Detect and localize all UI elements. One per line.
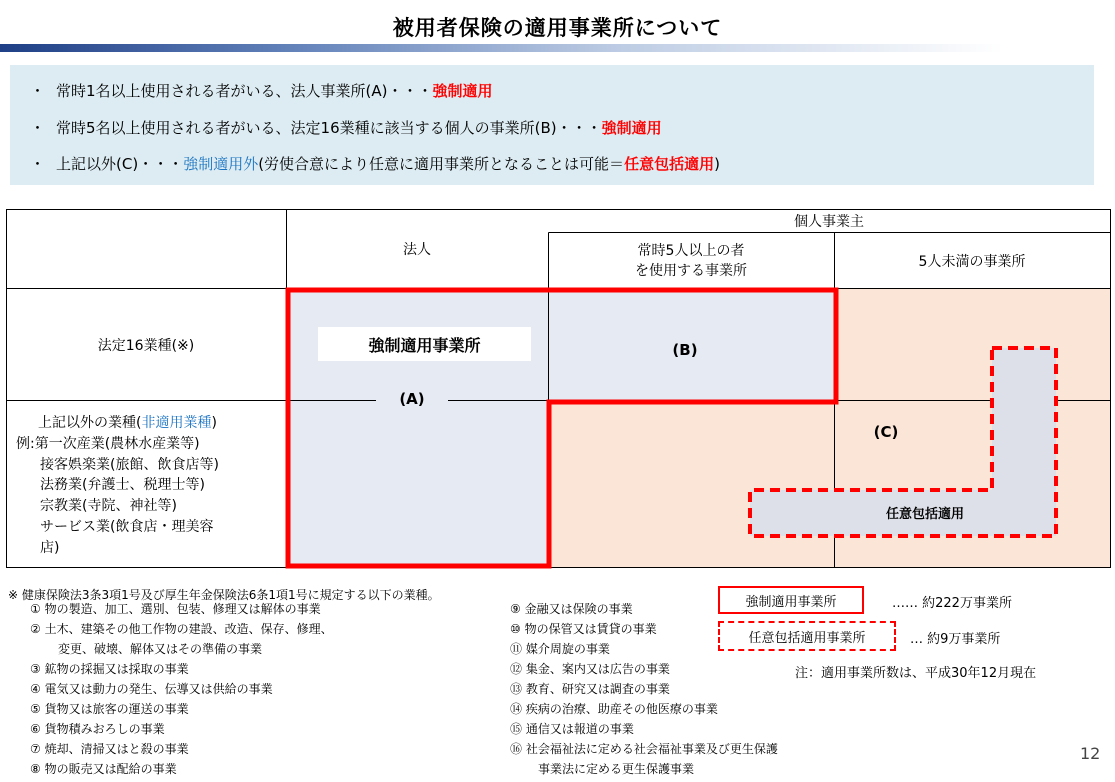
footnote-right-12: ⑫ 集金、案内又は広告の事業 — [510, 662, 670, 676]
header-hojin: 法人 — [403, 242, 431, 258]
page-number: 12 — [1080, 744, 1101, 763]
footnote-left-6: ⑥ 貨物積みおろしの事業 — [30, 722, 165, 736]
summary-item-a: ・ 常時1名以上使用される者がいる、法人事業所(A)・・・強制適用 — [30, 82, 493, 100]
header-5plus: 常時5人以上の者 を使用する事業所 — [635, 242, 747, 279]
footnote-right-10: ⑩ 物の保管又は賃貸の事業 — [510, 622, 657, 636]
footnote-right-9: ⑨ 金融又は保険の事業 — [510, 602, 633, 616]
label-a: (A) — [376, 383, 448, 415]
row-label-16: 法定16業種(※) — [97, 337, 195, 354]
footnote-right-15: ⑮ 通信又は報道の事業 — [510, 722, 634, 736]
footnote-left-7: ⑦ 焼却、清掃又はと殺の事業 — [30, 742, 189, 756]
footnote-right-13: ⑬ 教育、研究又は調査の事業 — [510, 682, 670, 696]
summary-item-c: ・ 上記以外(C)・・・強制適用外(労使合意により任意に適用事業所となることは可能＝任意包括適用) — [30, 155, 720, 173]
label-kyosei-box: 強制適用事業所 — [318, 327, 531, 361]
footnote-head: ※ 健康保険法3条3項1号及び厚生年金保険法6条1項1号に規定する以下の業種。 — [8, 588, 440, 602]
page-title: 被用者保険の適用事業所について — [392, 16, 723, 40]
footnote-left-2b: 変更、破壊、解体又はその準備の事業 — [58, 642, 263, 656]
label-b: (B) — [672, 341, 698, 359]
legend-nini-count: … 約9万事業所 — [910, 632, 1001, 647]
footnote-left-8: ⑧ 物の販売又は配給の事業 — [30, 762, 177, 776]
footnote-left-4: ④ 電気又は動力の発生、伝導又は供給の事業 — [30, 682, 273, 696]
legend-note: 注：適用事業所数は、平成30年12月現在 — [795, 666, 1037, 681]
legend-kyosei-count: …… 約222万事業所 — [892, 596, 1012, 611]
footnote-left-5: ⑤ 貨物又は旅客の運送の事業 — [30, 702, 189, 716]
header-5minus: 5人未満の事業所 — [918, 253, 1026, 270]
legend-kyosei-box: 強制適用事業所 — [718, 586, 864, 614]
summary-item-b: ・ 常時5名以上使用される者がいる、法定16業種に該当する個人の事業所(B)・・・強制適用 — [30, 119, 662, 137]
footnote-left-3: ③ 鉱物の採掘又は採取の事業 — [30, 662, 189, 676]
footnote-right-14: ⑭ 疾病の治療、助産その他医療の事業 — [510, 702, 718, 716]
label-nini: 任意包括適用 — [885, 506, 964, 522]
label-c: (C) — [873, 423, 899, 441]
footnote-left-1: ① 物の製造、加工、選別、包装、修理又は解体の事業 — [30, 602, 321, 616]
footnote-right-16: ⑯ 社会福祉法に定める社会福祉事業及び更生保護 — [510, 742, 778, 756]
footnote-right-16b: 事業法に定める更生保護事業 — [538, 762, 695, 776]
footnote-left-2: ② 土木、建築その他工作物の建設、改造、保存、修理、 — [30, 622, 333, 636]
row-label-other: 上記以外の業種(非適用業種) 例:第一次産業(農林水産業等) 接客娯楽業(旅館、飲食店等) 法務業(弁護士、税理士等) 宗教業(寺院、神社等) サービス業(飲食店・理美容 店) — [16, 415, 219, 556]
header-kojin: 個人事業主 — [794, 214, 864, 230]
footnote-right-11: ⑪ 媒介周旋の事業 — [510, 642, 610, 656]
legend-nini-box: 任意包括適用事業所 — [718, 621, 896, 651]
